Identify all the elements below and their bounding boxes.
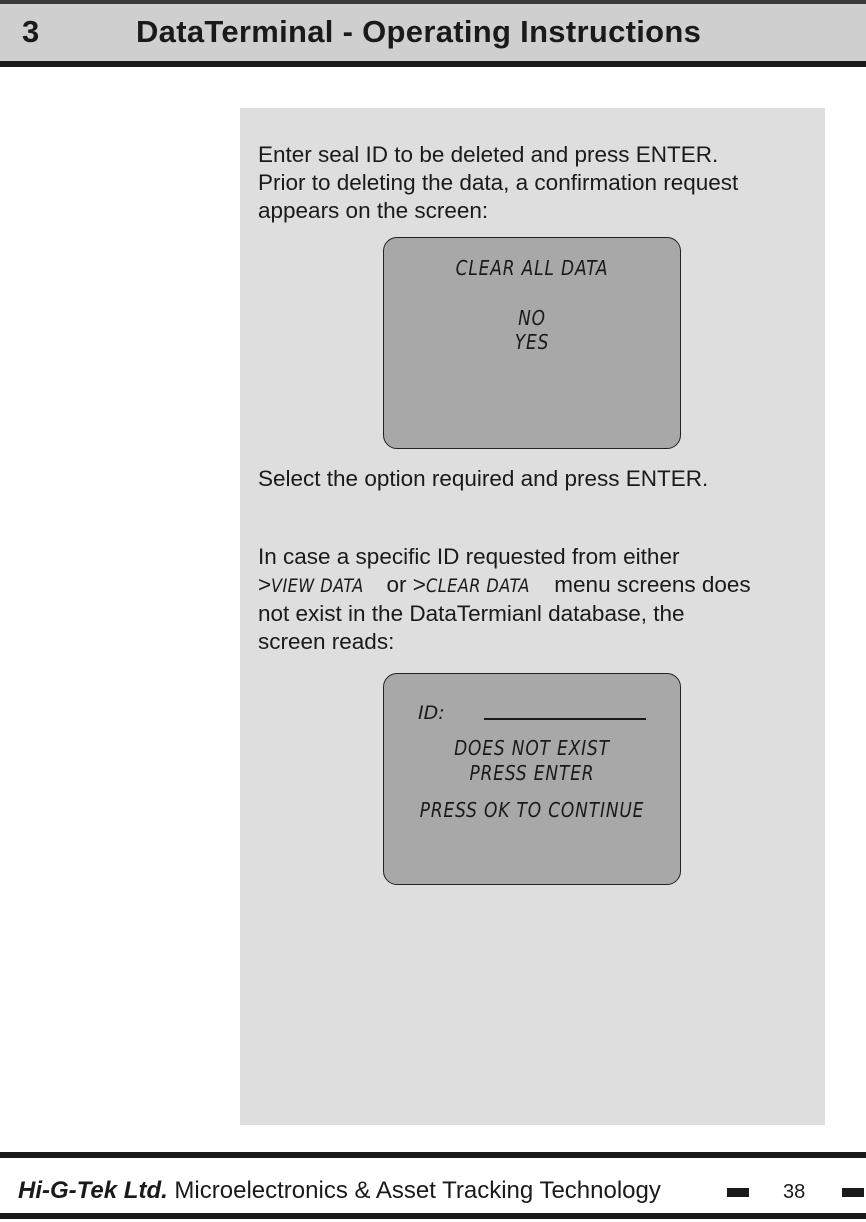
paragraph-line: Select the option required and press ENTER.: [258, 466, 709, 491]
menu-arrow: >: [412, 572, 426, 597]
header-rule: [0, 61, 866, 67]
footer-top-rule: [0, 1152, 866, 1158]
paragraph-line: not exist in the DataTermianl database, the: [258, 601, 685, 626]
company-tagline: Microelectronics & Asset Tracking Technology: [167, 1177, 661, 1204]
paragraph-select-option: [258, 465, 708, 493]
menu-view-data: VIEW DATA: [271, 575, 364, 597]
lcd-line-press-ok: PRESS OK TO CONTINUE: [419, 798, 645, 822]
lcd-screen-clear-confirmation: [383, 237, 681, 449]
lcd-id-blank: [484, 718, 646, 720]
paragraph-line: appears on the screen:: [258, 198, 489, 223]
page-marker-right: [842, 1188, 864, 1197]
paragraph-line: Enter seal ID to be deleted and press ENTER.: [258, 142, 719, 167]
paragraph-line-menus: [258, 571, 751, 600]
footer-bottom-rule: [0, 1213, 866, 1219]
lcd-line-not-exist: DOES NOT EXIST: [454, 736, 610, 760]
lcd-line-press-enter: PRESS ENTER: [469, 761, 595, 785]
menu-arrow: >: [258, 572, 272, 597]
page-title: DataTerminal - Operating Instructions: [136, 14, 702, 49]
or-text: or: [380, 572, 413, 597]
lcd-id-label: ID:: [418, 702, 445, 724]
page-marker-left: [727, 1188, 749, 1197]
paragraph-line: In case a specific ID requested from either: [258, 544, 680, 569]
paragraph-text: menu screens does: [548, 572, 751, 597]
lcd-screen-not-exist: [383, 673, 681, 885]
menu-clear-data: CLEAR DATA: [425, 575, 530, 597]
company-name: Hi-G-Tek Ltd.: [18, 1177, 168, 1204]
section-number: 3: [22, 14, 40, 49]
page-header: [0, 0, 866, 68]
lcd-title: CLEAR ALL DATA: [455, 256, 609, 280]
paragraph-line: screen reads:: [258, 629, 395, 654]
paragraph-line: Prior to deleting the data, a confirmation request: [258, 170, 739, 195]
paragraph-id-not-found: [258, 543, 751, 656]
page-number: 38: [783, 1181, 806, 1203]
lcd-option-no: NO: [518, 306, 546, 330]
footer-text: [18, 1177, 661, 1205]
lcd-option-yes: YES: [514, 330, 550, 354]
paragraph-delete-instructions: [258, 141, 738, 225]
